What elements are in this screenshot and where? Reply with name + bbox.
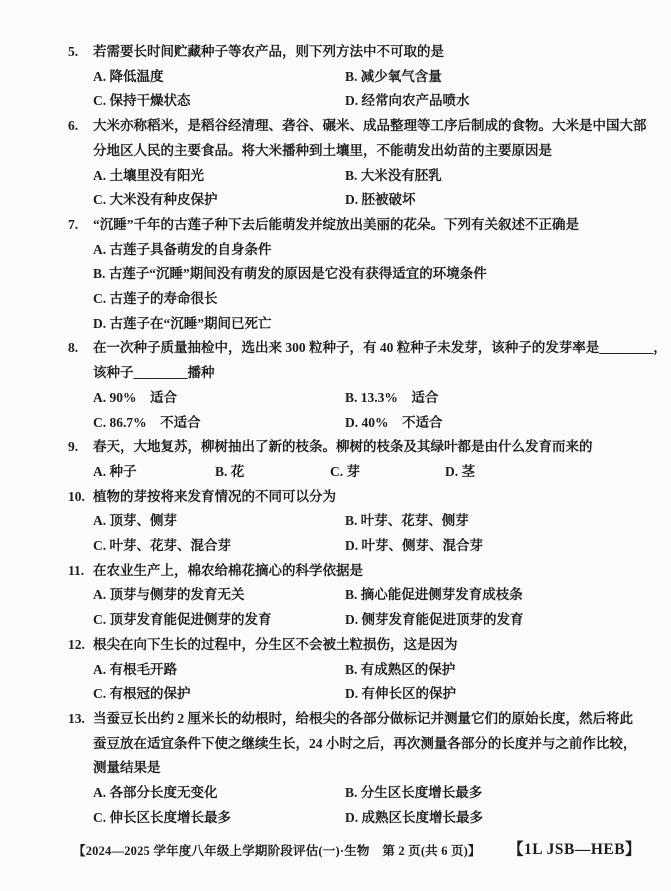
- option-d: D. 叶芽、侧芽、混合芽: [345, 538, 483, 554]
- option-d: D. 经常向农产品喷水: [345, 93, 470, 109]
- question-number: 7.: [68, 216, 79, 232]
- footer-exam-info: 【2024—2025 学年度八年级上学期阶段评估(一)·生物 第 2 页(共 6 页)】: [73, 844, 481, 858]
- option-c: C. 叶芽、花芽、混合芽: [93, 538, 231, 554]
- question-number: 5.: [68, 44, 79, 59]
- option-c: C. 大米没有种皮保护: [93, 192, 218, 208]
- question-stem: 当蚕豆长出约 2 厘米长的幼根时，给根尖的各部分做标记并测量它们的原始长度，然后将此: [93, 710, 633, 726]
- option-b: B. 摘心能促进侧芽发育成枝条: [345, 587, 523, 603]
- footer-paper-code: 【1L JSB—HEB】: [508, 841, 642, 858]
- option-c: C. 伸长区长度增长最多: [93, 809, 231, 825]
- option-c: C. 古莲子的寿命很长: [93, 291, 218, 307]
- option-d: D. 有伸长区的保护: [345, 686, 456, 702]
- question-8: [68, 336, 667, 435]
- option-d: D. 古莲子在“沉睡”期间已死亡: [93, 315, 272, 331]
- question-stem: “沉睡”千年的古莲子种下去后能萌发并绽放出美丽的花朵。下列有关叙述不正确是: [93, 216, 579, 232]
- question-stem-continued: 该种子________播种: [93, 365, 215, 381]
- question-9: [68, 435, 641, 484]
- option-a: A. 有根毛开路: [93, 661, 177, 677]
- option-c: C. 86.7% 不适合: [93, 414, 201, 430]
- question-number: 13.: [68, 710, 85, 726]
- question-stem: 根尖在向下生长的过程中，分生区不会被土粒损伤，这是因为: [93, 636, 458, 652]
- questions-area: [68, 40, 667, 831]
- question-10: [68, 485, 641, 559]
- question-number: 8.: [68, 340, 79, 356]
- question-stem-continued: 分地区人民的主要食品。将大米播种到土壤里，不能萌发出幼苗的主要原因是: [93, 142, 552, 158]
- option-a: A. 古莲子具备萌发的自身条件: [93, 241, 272, 257]
- question-stem: 在农业生产上，棉农给棉花摘心的科学依据是: [93, 562, 363, 578]
- question-stem-continued: 蚕豆放在适宜条件下使之继续生长，24 小时之后，再次测量各部分的长度并与之前作比较，: [93, 735, 637, 751]
- option-b: B. 古莲子“沉睡”期间没有萌发的原因是它没有获得适宜的环境条件: [93, 266, 487, 282]
- option-c: C. 顶芽发育能促进侧芽的发育: [93, 612, 272, 628]
- option-d: D. 侧芽发育能促进顶芽的发育: [345, 612, 524, 628]
- option-d: D. 茎: [445, 463, 475, 479]
- option-d: D. 成熟区长度增长最多: [345, 809, 483, 825]
- option-b: B. 分生区长度增长最多: [345, 785, 483, 801]
- question-number: 9.: [68, 439, 79, 455]
- option-a: A. 90% 适合: [93, 389, 177, 405]
- question-number: 10.: [68, 488, 85, 504]
- question-stem: 春天，大地复苏，柳树抽出了新的枝条。柳树的枝条及其绿叶都是由什么发育而来的: [93, 439, 593, 455]
- question-number: 11.: [68, 562, 85, 578]
- question-5: [68, 40, 641, 114]
- option-b: B. 有成熟区的保护: [345, 661, 456, 677]
- question-stem: 大米亦称稻米，是稻谷经清理、砻谷、碾米、成品整理等工序后制成的食物。大米是中国大部: [93, 118, 647, 134]
- option-c: C. 保持干燥状态: [93, 93, 191, 109]
- question-stem: 在一次种子质量抽检中，选出来 300 粒种子，有 40 粒种子未发芽，该种子的发芽率是________，: [93, 340, 667, 356]
- option-b: B. 13.3% 适合: [345, 389, 439, 405]
- option-b: B. 花: [215, 463, 245, 479]
- option-b: B. 叶芽、花芽、侧芽: [345, 513, 469, 529]
- question-12: [68, 633, 641, 707]
- option-b: B. 大米没有胚乳: [345, 167, 442, 183]
- option-a: A. 降低温度: [93, 68, 164, 84]
- option-a: A. 顶芽与侧芽的发育无关: [93, 587, 245, 603]
- option-a: A. 种子: [93, 463, 137, 479]
- question-6: [68, 114, 647, 213]
- option-d: D. 40% 不适合: [345, 414, 443, 430]
- question-stem: 植物的芽按将来发育情况的不同可以分为: [93, 488, 336, 504]
- question-stem-continued: 测量结果是: [93, 760, 161, 776]
- question-number: 12.: [68, 636, 85, 652]
- question-number: 6.: [68, 118, 79, 134]
- option-a: A. 各部分长度无变化: [93, 785, 218, 801]
- option-c: C. 芽: [330, 463, 360, 479]
- option-c: C. 有根冠的保护: [93, 686, 191, 702]
- question-stem: 若需要长时间贮藏种子等农产品，则下列方法中不可取的是: [93, 44, 444, 59]
- option-a: A. 土壤里没有阳光: [93, 167, 204, 183]
- question-11: [68, 559, 641, 633]
- option-a: A. 顶芽、侧芽: [93, 513, 177, 529]
- question-13: [68, 707, 641, 831]
- option-b: B. 减少氧气含量: [345, 68, 442, 84]
- question-7: [68, 213, 641, 337]
- option-d: D. 胚被破坏: [345, 192, 416, 208]
